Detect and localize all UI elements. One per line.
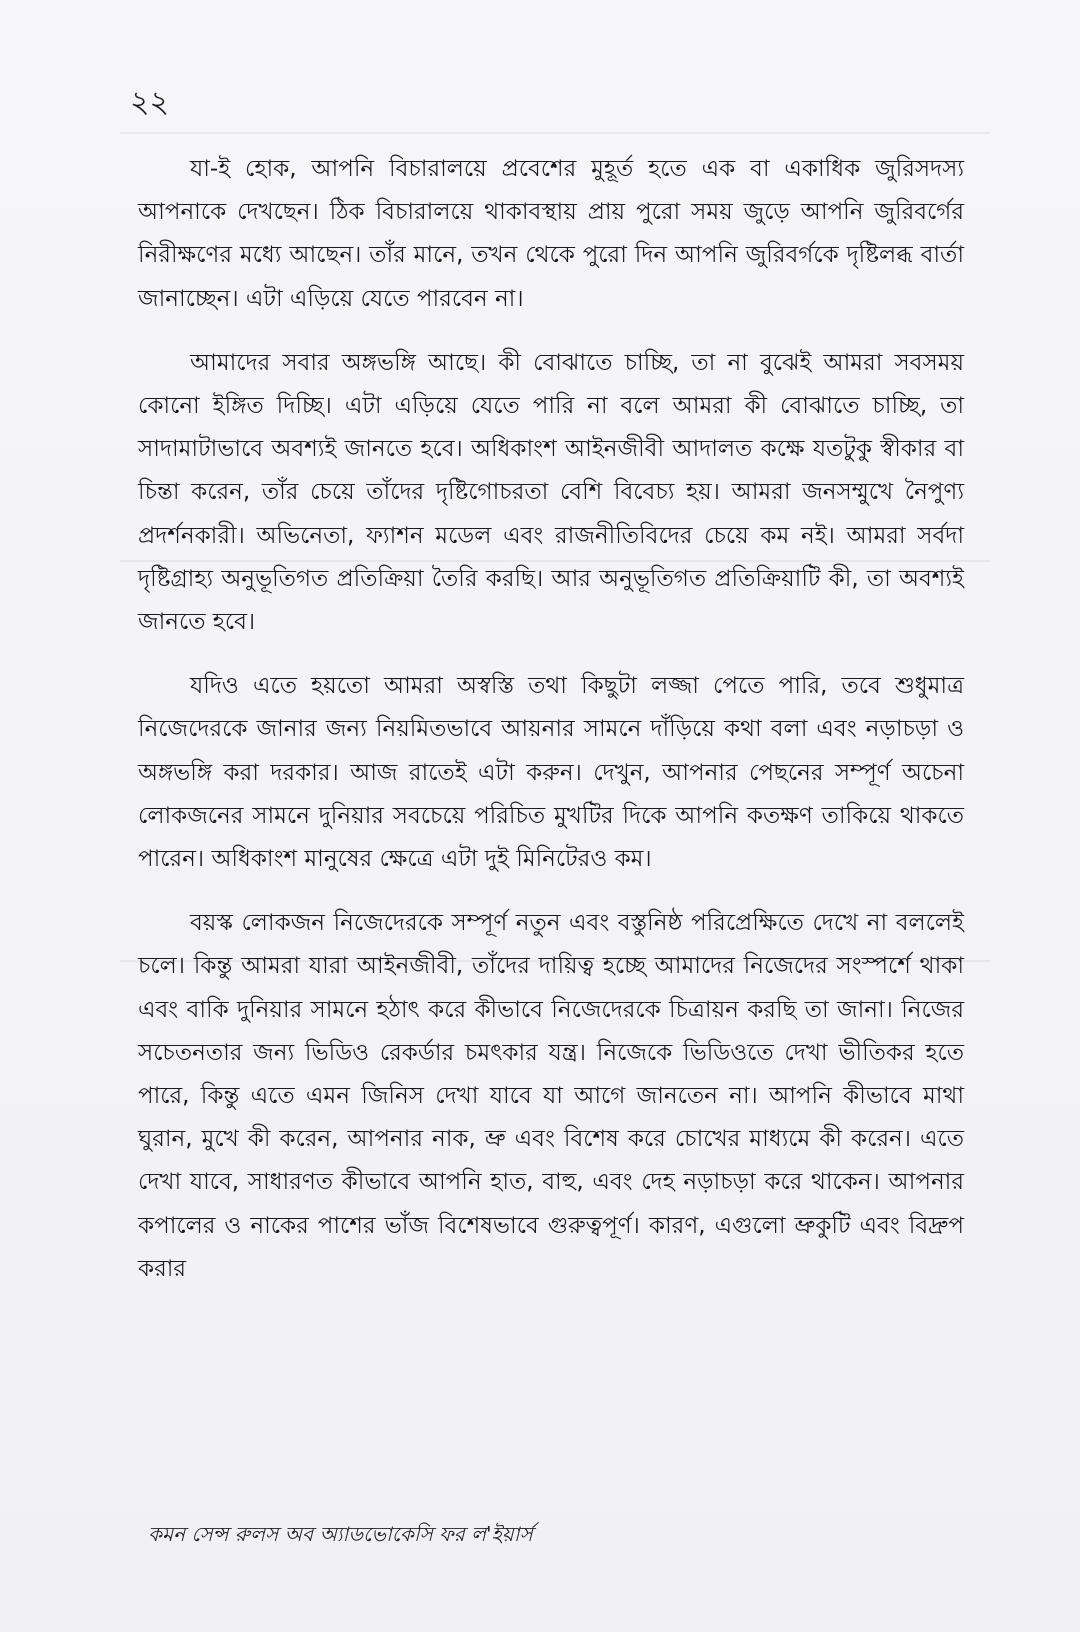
- page-number: ২২: [130, 85, 170, 120]
- paragraph-2: আমাদের সবার অঙ্গভঙ্গি আছে। কী বোঝাতে চাচ্ছি, তা না বুঝেই আমরা সবসময় কোনো ইঙ্গিত দিচ্ছি। এটা এড়িয়ে যেতে পারি না বলে আমরা কী বোঝাতে চাচ্ছি, তা সাদামাটাভাবে অবশ্যই জানতে হবে। অধিকাংশ আইনজীবী আদালত কক্ষে যতটুকু স্বীকার বা চিন্তা করেন, তাঁর চেয়ে তাঁদের দৃষ্টিগোচরতা বেশি বিবেচ্য হয়। আমরা জনসম্মুখে নৈপুণ্য প্রদর্শনকারী। অভিনেতা, ফ্যাশন মডেল এবং রাজনীতিবিদের চেয়ে কম নই। আমরা সর্বদা দৃষ্টিগ্রাহ্য অনুভূতিগত প্রতিক্রিয়া তৈরি করছি। আর অনুভূতিগত প্রতিক্রিয়াটি কী, তা অবশ্যই জানতে হবে।: [138, 349, 964, 636]
- running-footer-title: কমন সেন্স রুলস অব অ্যাডভোকেসি ফর ল'ইয়ার্স: [148, 1522, 533, 1546]
- paragraph-3: যদিও এতে হয়তো আমরা অস্বস্তি তথা কিছুটা লজ্জা পেতে পারি, তবে শুধুমাত্র নিজেদেরকে জানার জন্য নিয়মিতভাবে আয়নার সামনে দাঁড়িয়ে কথা বলা এবং নড়াচড়া ও অঙ্গভঙ্গি করা দরকার। আজ রাতেই এটা করুন। দেখুন, আপনার পেছনের সম্পূর্ণ অচেনা লোকজনের সামনে দুনিয়ার সবচেয়ে পরিচিত মুখটির দিকে আপনি কতক্ষণ তাকিয়ে থাকতে পারেন। অধিকাংশ মানুষের ক্ষেত্রে এটা দুই মিনিটেরও কম।: [138, 673, 964, 873]
- paragraph-1: যা-ই হোক, আপনি বিচারালয়ে প্রবেশের মুহূর্ত হতে এক বা একাধিক জুরিসদস্য আপনাকে দেখছেন। ঠিক বিচারালয়ে থাকাবস্থায় প্রায় পুরো সময় জুড়ে আপনি জুরিবর্গের নিরীক্ষণের মধ্যে আছেন। তাঁর মানে, তখন থেকে পুরো দিন আপনি জুরিবর্গকে দৃষ্টিলব্ধ বার্তা জানাচ্ছেন। এটা এড়িয়ে যেতে পারবেন না।: [138, 156, 964, 312]
- paragraph-4: বয়স্ক লোকজন নিজেদেরকে সম্পূর্ণ নতুন এবং বস্তুনিষ্ঠ পরিপ্রেক্ষিতে দেখে না বললেই চলে। কিন্তু আমরা যারা আইনজীবী, তাঁদের দায়িত্ব হচ্ছে আমাদের নিজেদের সংস্পর্শে থাকা এবং বাকি দুনিয়ার সামনে হঠাৎ করে কীভাবে নিজেদেরকে চিত্রায়ন করছি তা জানা। নিজের সচেতনতার জন্য ভিডিও রেকর্ডার চমৎকার যন্ত্র। নিজেকে ভিডিওতে দেখা ভীতিকর হতে পারে, কিন্তু এতে এমন জিনিস দেখা যাবে যা আগে জানতেন না। আপনি কীভাবে মাথা ঘুরান, মুখে কী করেন, আপনার নাক, ভ্রু এবং বিশেষ করে চোখের মাধ্যমে কী করেন। এতে দেখা যাবে, সাধারণত কীভাবে আপনি হাত, বাহু, এবং দেহ নড়াচড়া করে থাকেন। আপনার কপালের ও নাকের পাশের ভাঁজ বিশেষভাবে গুরুত্বপূর্ণ। কারণ, এগুলো ভ্রুকুটি এবং বিদ্রুপ করার: [138, 910, 964, 1282]
- body-text: [138, 148, 964, 1312]
- bleed-through-line: [120, 132, 990, 134]
